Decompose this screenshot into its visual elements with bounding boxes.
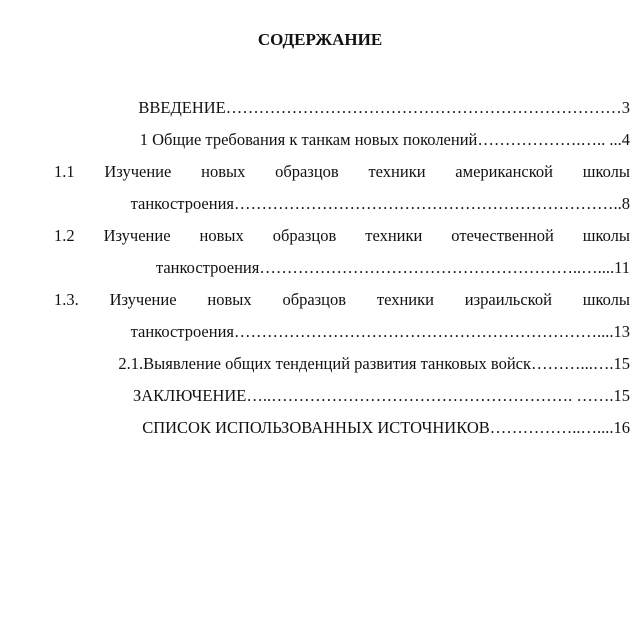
toc-entry-introduction: ВВЕДЕНИЕ………………………………………………………………3 [138,98,630,117]
toc-entry-1: 1 Общие требования к танкам новых поколений……………….….. ...4 [139,130,630,149]
toc-entry-1-3: 1.3. Изучение новых образцов техники израильской школы [54,290,630,309]
toc-entry-1-1: 1.1 Изучение новых образцов техники американской школы [54,162,630,181]
toc-entry-references: СПИСОК ИСПОЛЬЗОВАННЫХ ИСТОЧНИКОВ……………..…....16 [142,418,630,437]
toc-entry-1-2: 1.2 Изучение новых образцов техники отечественной школы [54,226,630,245]
toc-entry-1-2-continued: танкостроения…………………………………………………..…....11 [155,258,630,277]
toc-entry-2-1: 2.1.Выявление общих тенденций развития танковых войск………...….15 [118,354,630,373]
toc-list [7,92,630,444]
page-title: СОДЕРЖАНИЕ [257,30,383,49]
toc-entry-conclusion: ЗАКЛЮЧЕНИЕ…..………………………………………………. …….15 [132,386,630,405]
toc-entry-1-1-continued: танкостроения……………………………………………………………..8 [130,194,630,213]
toc-entry-1-3-continued: танкостроения…………………………………………………………....13 [130,322,630,341]
